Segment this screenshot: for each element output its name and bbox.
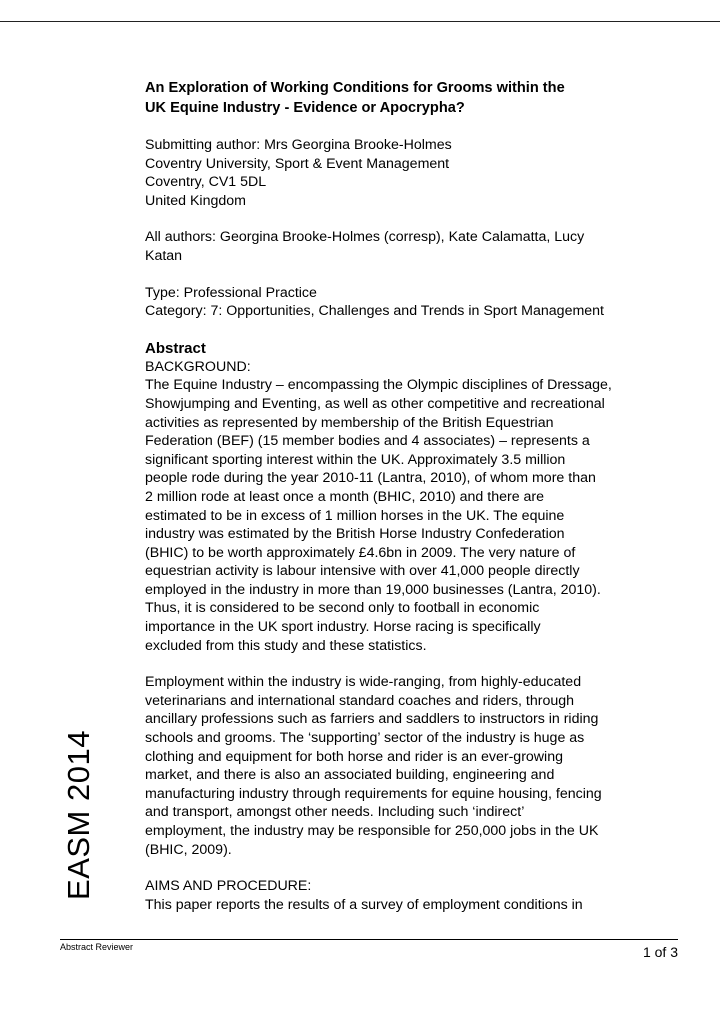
all-authors-block — [145, 228, 685, 265]
employment-line: veterinarians and international standard coaches and riders, through — [145, 692, 575, 709]
background-line: excluded from this study and these statistics. — [145, 637, 427, 654]
employment-paragraph — [145, 673, 685, 859]
category-line: Category: 7: Opportunities, Challenges and Trends in Sport Management — [145, 303, 604, 320]
aims-line: This paper reports the results of a survey of employment conditions in — [145, 896, 583, 913]
country-line: United Kingdom — [145, 192, 246, 209]
employment-line: manufacturing industry through requirements for equine housing, fencing — [145, 785, 602, 802]
conference-side-label: EASM 2014 — [61, 730, 96, 900]
background-line: equestrian activity is labour intensive with over 41,000 people directly — [145, 563, 580, 580]
employment-line: (BHIC, 2009). — [145, 841, 232, 858]
employment-line: Employment within the industry is wide-ranging, from highly-educated — [145, 674, 582, 691]
type-line: Type: Professional Practice — [145, 284, 317, 301]
background-line: BACKGROUND: — [145, 358, 251, 375]
background-line: 2 million rode at least once a month (BHIC, 2010) and there are — [145, 488, 545, 505]
footer-divider — [60, 939, 678, 940]
paper-title — [145, 79, 685, 118]
background-line: The Equine Industry – encompassing the Olympic disciplines of Dressage, — [145, 377, 612, 394]
background-paragraph — [145, 358, 685, 656]
background-line: importance in the UK sport industry. Horse racing is specifically — [145, 619, 541, 636]
abstract-heading: Abstract — [145, 339, 206, 357]
employment-line: market, and there is also an associated building, engineering and — [145, 767, 555, 784]
background-line: Federation (BEF) (15 member bodies and 4 associates) – represents a — [145, 433, 590, 450]
background-line: employed in the industry in more than 19,000 businesses (Lantra, 2010). — [145, 581, 601, 598]
background-line: Showjumping and Eventing, as well as other competitive and recreational — [145, 395, 605, 412]
all-authors-line: Katan — [145, 247, 183, 264]
address-line: Coventry, CV1 5DL — [145, 174, 267, 191]
background-line: (BHIC) to be worth approximately £4.6bn in 2009. The very nature of — [145, 544, 576, 561]
document-body — [145, 79, 685, 914]
aims-paragraph — [145, 877, 685, 914]
affiliation-line: Coventry University, Sport & Event Management — [145, 155, 450, 172]
background-line: estimated to be in excess of 1 million horses in the UK. The equine — [145, 507, 565, 524]
background-line: significant sporting interest within the UK. Approximately 3.5 million — [145, 451, 566, 468]
employment-line: schools and grooms. The ‘supporting’ sector of the industry is huge as — [145, 730, 585, 747]
submitting-author-block — [145, 136, 685, 210]
employment-line: clothing and equipment for both horse and rider is an ever-growing — [145, 748, 563, 765]
background-line: people rode during the year 2010-11 (Lantra, 2010), of whom more than — [145, 470, 596, 487]
top-divider — [0, 21, 720, 22]
all-authors-line: All authors: Georgina Brooke-Holmes (corresp), Kate Calamatta, Lucy — [145, 229, 585, 246]
title-line: An Exploration of Working Conditions for Grooms within the — [145, 80, 565, 96]
employment-line: employment, the industry may be responsible for 250,000 jobs in the UK — [145, 823, 599, 839]
submitting-author-line: Submitting author: Mrs Georgina Brooke-Holmes — [145, 137, 452, 153]
type-category-block — [145, 284, 685, 321]
employment-line: ancillary professions such as farriers and saddlers to instructors in riding — [145, 711, 599, 728]
page-number: 1 of 3 — [642, 944, 678, 960]
footer-reviewer-label: Abstract Reviewer — [60, 942, 134, 952]
title-line: UK Equine Industry - Evidence or Apocrypha? — [145, 99, 465, 116]
background-line: activities as represented by membership of the British Equestrian — [145, 414, 554, 431]
employment-line: and transport, amongst other needs. Including such ‘indirect’ — [145, 804, 525, 821]
aims-line: AIMS AND PROCEDURE: — [145, 878, 312, 895]
background-line: Thus, it is considered to be second only to football in economic — [145, 600, 540, 617]
background-line: industry was estimated by the British Horse Industry Confederation — [145, 526, 565, 543]
